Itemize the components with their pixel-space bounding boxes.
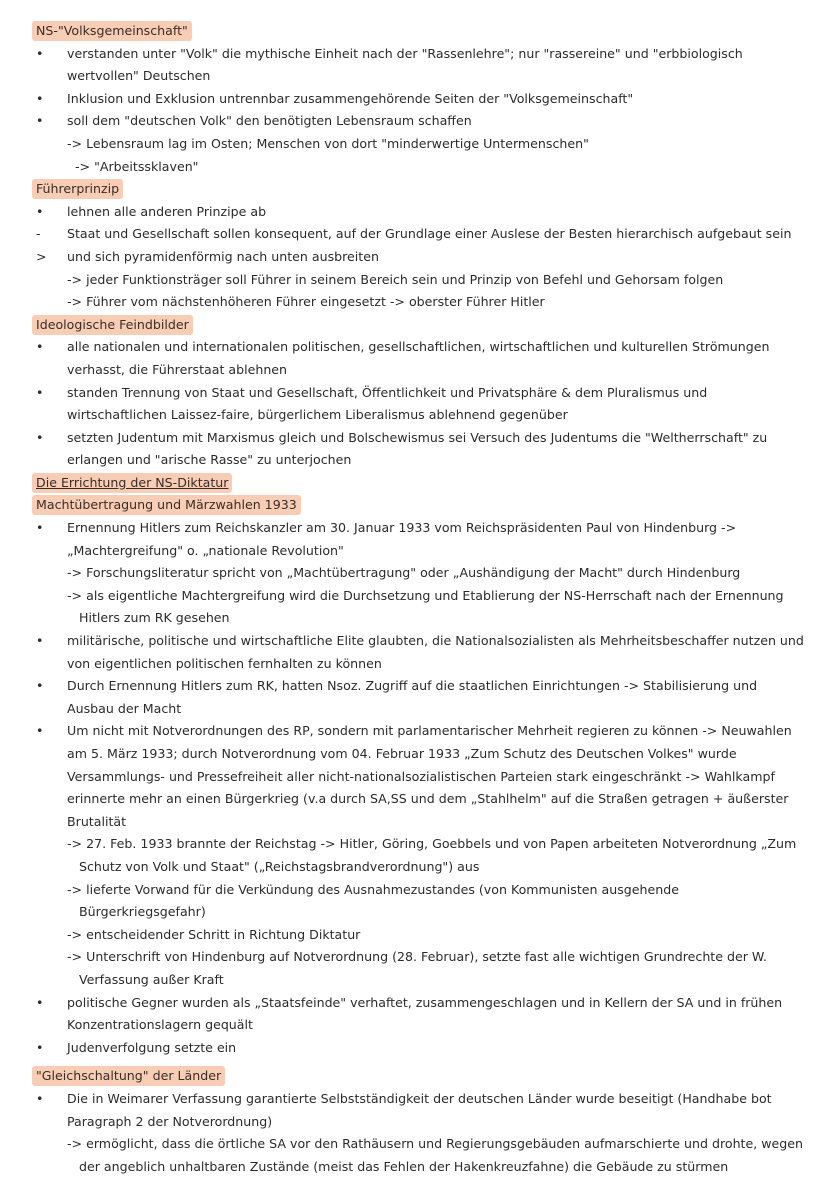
list-item-text: Inklusion und Exklusion untrennbar zusammengehörende Seiten der "Volksgemeinschaft" (67, 90, 634, 106)
list-item-text: Judenverfolgung setzte ein (67, 1039, 237, 1055)
list-item (34, 382, 806, 427)
bullet-marker: • (36, 90, 44, 106)
section-heading: NS-"Volksgemeinschaft" (32, 21, 192, 41)
sub-point: -> Forschungsliteratur spricht von „Machtübertragung" oder „Aushändigung der Macht" durch Hindenburg (67, 565, 741, 581)
list-item-text: politische Gegner wurden als „Staatsfeinde" verhaftet, zusammengeschlagen und in Kellern der SA und in frühen Konzentrationslagern gequält (67, 994, 783, 1033)
section-heading: Machtübertragung und Märzwahlen 1933 (32, 495, 301, 515)
note-section (34, 20, 806, 178)
section-heading: Ideologische Feindbilder (32, 315, 193, 335)
list-item-text: Die in Weimarer Verfassung garantierte Selbstständigkeit der deutschen Länder wurde beseitigt (Handhabe bot Paragraph 2 der Notverordnung) (67, 1090, 772, 1129)
bullet-marker: • (36, 994, 44, 1010)
bullet-list (34, 336, 806, 472)
list-item (34, 427, 806, 472)
list-item (34, 88, 806, 111)
bullet-marker: • (36, 45, 44, 61)
list-item-text: lehnen alle anderen Prinzipe ab (67, 203, 267, 219)
note-section (34, 494, 806, 1059)
note-section (34, 178, 806, 314)
list-item (34, 110, 806, 178)
list-item (34, 1037, 806, 1060)
list-item (34, 992, 806, 1037)
section-heading: Die Errichtung der NS-Diktatur (32, 473, 232, 493)
bullet-list (34, 43, 806, 179)
list-item (34, 630, 806, 675)
sub-point: -> Führer vom nächstenhöheren Führer eingesetzt -> oberster Führer Hitler (67, 294, 545, 310)
bullet-marker: • (36, 633, 44, 649)
list-item-text: alle nationalen und internationalen politischen, gesellschaftlichen, wirtschaftlichen und kulturellen Strömungen verhasst, die Führerstaat ablehnen (67, 339, 770, 377)
list-item-text: Um nicht mit Notverordnungen des RP, sondern mit parlamentarischer Mehrheit regieren zu können -> Neuwahlen am 5. März 1933; durch Notverordnung vom 04. Februar 1933 „Zum Schutz des Deutschen Volkes" wurde Versammlungs- und Pressefreiheit aller nicht-nationalsozialistischen Parteien stark eingeschränkt -> Wahlkampf erinnerte mehr an einen Bürgerkrieg (v.a durch SA,SS und dem „Stahlhelm" auf die Straßen getragen + äußerster Brutalität (67, 723, 792, 829)
list-item-text: standen Trennung von Staat und Gesellschaft, Öffentlichkeit und Privatsphäre & dem Pluralismus und wirtschaftlichen Laissez-faire, bürgerlichem Liberalismus ablehnend gegenüber (67, 384, 708, 423)
bullet-marker: • (36, 520, 44, 536)
list-item (34, 720, 806, 991)
list-item-text: Durch Ernennung Hitlers zum RK, hatten Nsoz. Zugriff auf die staatlichen Einrichtungen -> Stabilisierung und Ausbau der Macht (67, 678, 758, 716)
list-item (34, 517, 806, 630)
bullet-marker: • (36, 113, 44, 129)
note-section (34, 1065, 806, 1178)
bullet-marker: -> (36, 226, 47, 264)
list-item-text: militärische, politische und wirtschaftliche Elite glaubten, die Nationalsozialisten als Mehrheitsbeschaffer nutzen und von eigentlichen politischen fernhalten zu können (67, 633, 804, 671)
list-item (34, 201, 806, 224)
list-item-text: Staat und Gesellschaft sollen konsequent, auf der Grundlage einer Auslese der Besten hierarchisch aufgebaut sein und sich pyramidenförmig nach unten ausbreiten (67, 226, 792, 264)
list-item (34, 43, 806, 88)
list-item (34, 223, 806, 313)
bullet-marker: • (36, 678, 44, 694)
list-item (34, 336, 806, 381)
bullet-list (34, 201, 806, 314)
bullet-marker: • (36, 203, 44, 219)
bullet-marker: • (36, 429, 44, 445)
list-item-text: verstanden unter "Volk" die mythische Einheit nach der "Rassenlehre"; nur "rassereine" und "erbbiologisch wertvollen" Deutschen (67, 45, 743, 84)
list-item (34, 1088, 806, 1178)
sub-point: -> ermöglicht, dass die örtliche SA vor den Rathäusern und Regierungsgebäuden aufmarschierte und drohte, wegen der angeblich unhaltbaren Zustände (meist das Fehlen der Hakenkreuzfahne) die Gebäude zu stürmen (67, 1136, 804, 1174)
bullet-marker: • (36, 339, 44, 355)
list-item-text: soll dem "deutschen Volk" den benötigten Lebensraum schaffen (67, 113, 472, 129)
list-item (34, 675, 806, 720)
sub-point: -> jeder Funktionsträger soll Führer in seinem Bereich sein und Prinzip von Befehl und Gehorsam folgen (67, 271, 724, 287)
bullet-list (34, 1088, 806, 1178)
sub-point: -> Unterschrift von Hindenburg auf Notverordnung (28. Februar), setzte fast alle wichtigen Grundrechte der W. Verfassung außer Kraft (67, 949, 767, 987)
bullet-marker: • (36, 1090, 44, 1106)
sub-point: -> entscheidender Schritt in Richtung Diktatur (67, 926, 361, 942)
sub-point: -> Lebensraum lag im Osten; Menschen von dort "minderwertige Untermenschen" (67, 135, 589, 151)
bullet-marker: • (36, 1039, 44, 1055)
note-section (34, 314, 806, 472)
sub-point: -> als eigentliche Machtergreifung wird die Durchsetzung und Etablierung der NS-Herrschaft nach der Ernennung Hitlers zum RK gesehen (67, 587, 784, 626)
bullet-marker: • (36, 723, 44, 739)
bullet-marker: • (36, 384, 44, 400)
note-section (34, 472, 806, 495)
list-item-text: Ernennung Hitlers zum Reichskanzler am 30. Januar 1933 vom Reichspräsidenten Paul von Hindenburg -> „Machtergreifung" o. „nationale Revolution" (67, 520, 737, 558)
bullet-list (34, 517, 806, 1059)
section-heading: "Gleichschaltung" der Länder (32, 1066, 225, 1086)
section-heading: Führerprinzip (32, 179, 123, 199)
sub-point: -> lieferte Vorwand für die Verkündung des Ausnahmezustandes (von Kommunisten ausgehende Bürgerkriegsgefahr) (67, 881, 679, 920)
sub-point: -> 27. Feb. 1933 brannte der Reichstag -> Hitler, Göring, Goebbels und von Papen arbeiteten Notverordnung „Zum Schutz von Volk und Staat" („Reichstagsbrandverordnung") aus (67, 836, 797, 874)
sub-point: -> "Arbeitssklaven" (75, 158, 199, 174)
list-item-text: setzten Judentum mit Marxismus gleich und Bolschewismus sei Versuch des Judentums die "Weltherrschaft" zu erlangen und "arische Rasse" zu unterjochen (67, 429, 768, 468)
